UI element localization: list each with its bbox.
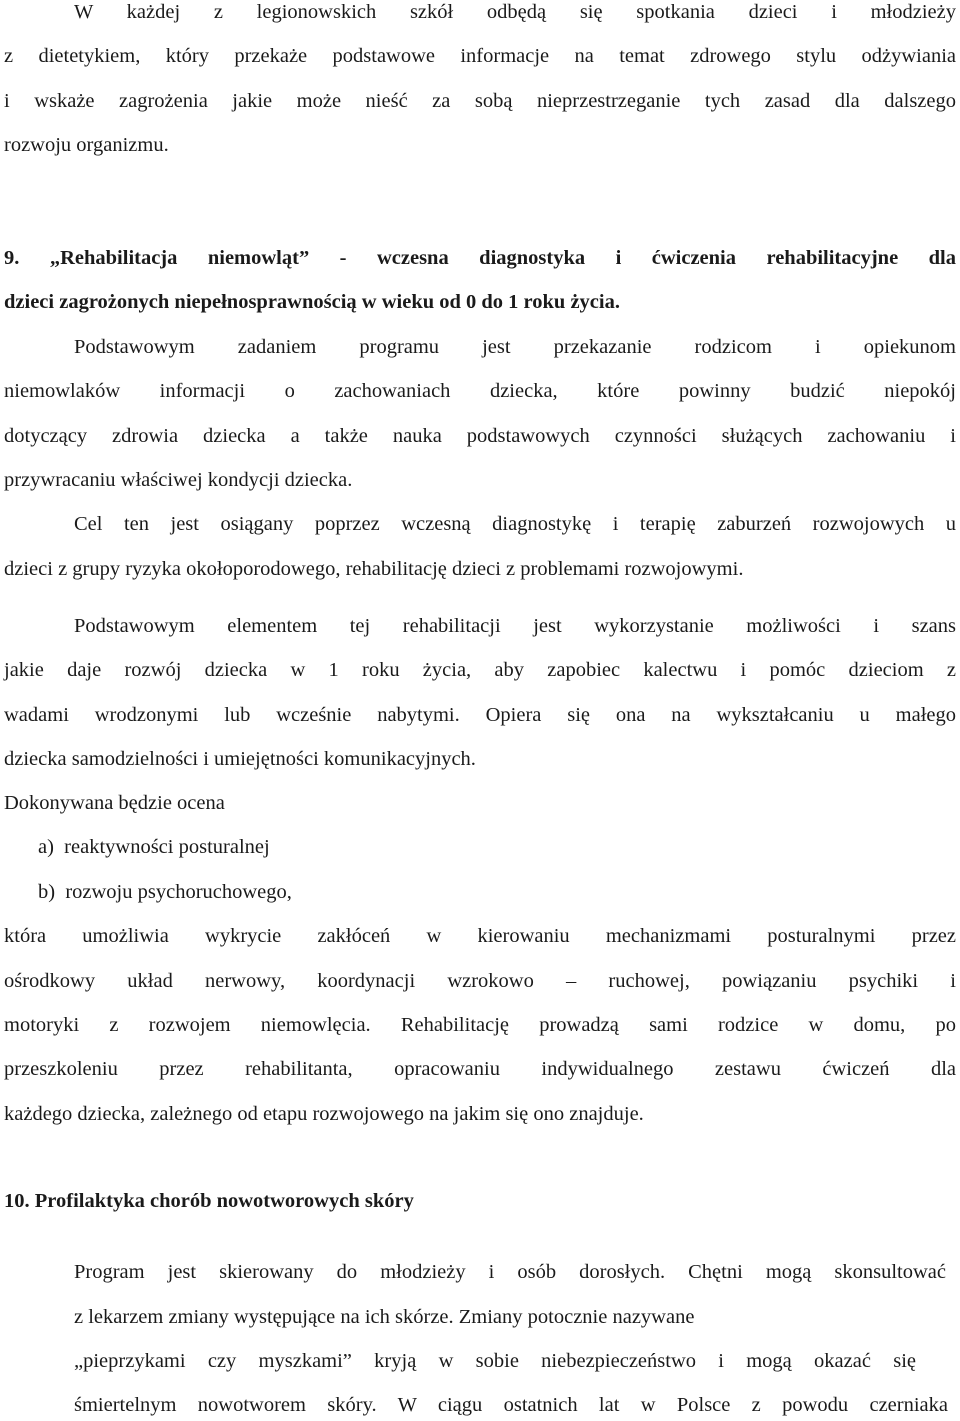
paragraph-line: ośrodkowy układ nerwowy, koordynacji wzrokowo – ruchowej, powiązaniu psychiki i [4,970,956,992]
list-item: b) rozwoju psychoruchowego, [38,881,292,903]
paragraph-line: i wskaże zagrożenia jakie może nieść za sobą nieprzestrzeganie tych zasad dla dalszego [4,90,956,112]
paragraph-line: Dokonywana będzie ocena [4,792,225,814]
paragraph-line: motoryki z rozwojem niemowlęcia. Rehabilitację prowadzą sami rodzice w domu, po [4,1014,956,1036]
paragraph-line: jakie daje rozwój dziecka w 1 roku życia, aby zapobiec kalectwu i pomóc dzieciom z [4,659,956,681]
section-heading: 10. Profilaktyka chorób nowotworowych skóry [4,1190,414,1212]
list-item: a) reaktywności posturalnej [38,836,270,858]
paragraph-line: z lekarzem zmiany występujące na ich skórze. Zmiany potocznie nazywane [74,1306,695,1328]
paragraph-line: dotyczący zdrowia dziecka a także nauka podstawowych czynności służących zachowaniu i [4,425,956,447]
paragraph-line: dziecka samodzielności i umiejętności komunikacyjnych. [4,748,476,770]
paragraph-line: przywracaniu właściwej kondycji dziecka. [4,469,353,491]
paragraph-line: rozwoju organizmu. [4,134,169,156]
paragraph-line: Program jest skierowany do młodzieży i osób dorosłych. Chętni mogą skonsultować [74,1261,946,1283]
paragraph-line: która umożliwia wykrycie zakłóceń w kierowaniu mechanizmami posturalnymi przez [4,925,956,947]
paragraph-line: Cel ten jest osiągany poprzez wczesną diagnostykę i terapię zaburzeń rozwojowych u [74,513,956,535]
paragraph-line: każdego dziecka, zależnego od etapu rozwojowego na jakim się ono znajduje. [4,1103,644,1125]
paragraph-line: W każdej z legionowskich szkół odbędą się spotkania dzieci i młodzieży [74,1,956,23]
paragraph-line: śmiertelnym nowotworem skóry. W ciągu ostatnich lat w Polsce z powodu czerniaka [74,1394,948,1416]
section-heading: dzieci zagrożonych niepełnosprawnością w wieku od 0 do 1 roku życia. [4,291,620,313]
paragraph-line: wadami wrodzonymi lub wcześnie nabytymi. Opiera się ona na wykształcaniu u małego [4,704,956,726]
section-heading: 9. „Rehabilitacja niemowląt” - wczesna diagnostyka i ćwiczenia rehabilitacyjne dla [4,247,956,269]
paragraph-line: niemowlaków informacji o zachowaniach dziecka, które powinny budzić niepokój [4,380,956,402]
paragraph-line: „pieprzykami czy myszkami” kryją w sobie niebezpieczeństwo i mogą okazać się [74,1350,916,1372]
paragraph-line: Podstawowym elementem tej rehabilitacji jest wykorzystanie możliwości i szans [74,615,956,637]
paragraph-line: Podstawowym zadaniem programu jest przekazanie rodzicom i opiekunom [74,336,956,358]
paragraph-line: dzieci z grupy ryzyka okołoporodowego, rehabilitację dzieci z problemami rozwojowymi. [4,558,744,580]
paragraph-line: przeszkoleniu przez rehabilitanta, opracowaniu indywidualnego zestawu ćwiczeń dla [4,1058,956,1080]
paragraph-line: z dietetykiem, który przekaże podstawowe informacje na temat zdrowego stylu odżywiania [4,45,956,67]
